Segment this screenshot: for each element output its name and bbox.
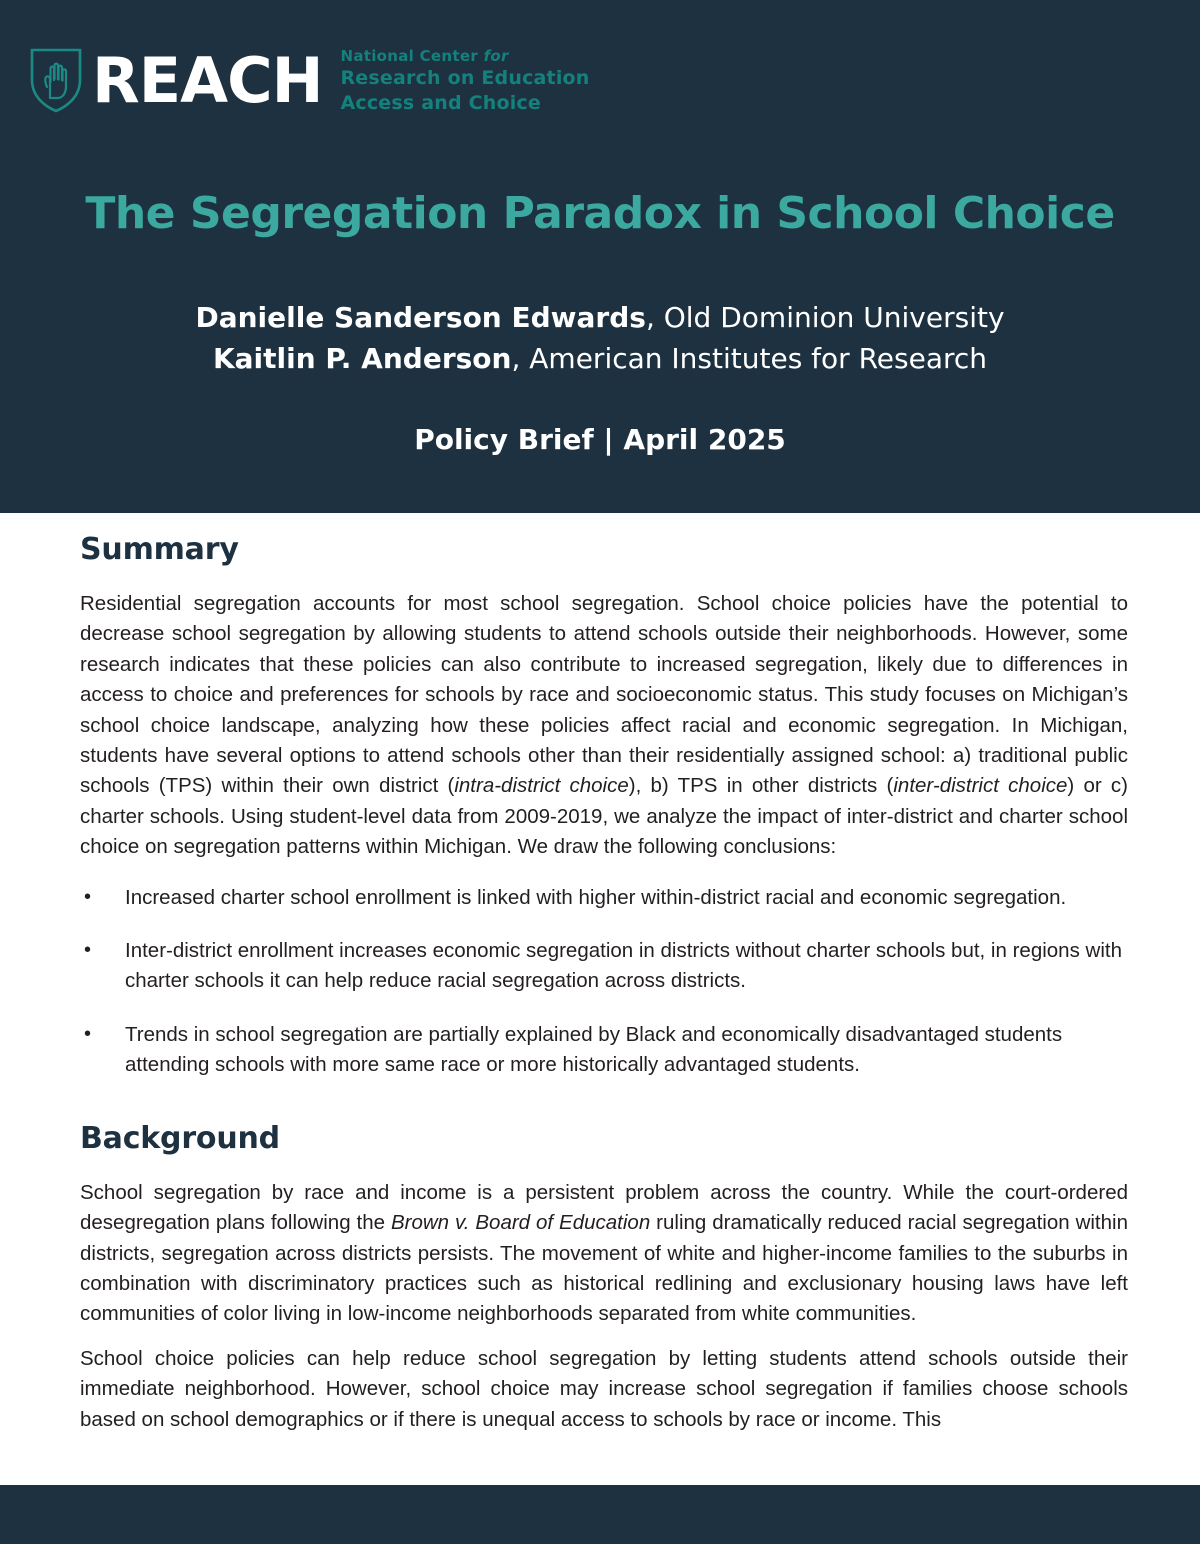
reach-logo-subtitle <box>340 47 589 115</box>
document-header <box>0 0 1200 513</box>
page-title: The Segregation Paradox in School Choice <box>85 188 1115 239</box>
reach-logo <box>28 45 590 115</box>
list-item: • Inter-district enrollment increases economic segregation in districts without charter schools but, in regions with charter schools it can help reduce racial segregation across districts. <box>80 936 1128 997</box>
text-run: ), b) TPS in other districts ( <box>628 774 894 798</box>
policy-brief-date: Policy Brief | April 2025 <box>414 423 786 456</box>
background-paragraph-2 <box>80 1344 1128 1435</box>
summary-conclusions-list <box>80 883 1128 1081</box>
text-run: School segregation by race and income is a persistent problem across the country. While the court-ordered desegregation plans following the <box>80 1180 1128 1235</box>
logo-subtitle-line-3: Access and Choice <box>340 91 541 114</box>
text-run: Residential segregation accounts for most school segregation. School choice policies have the potential to decrease school segregation by allowing students to attend schools outside their neighborhoods. However, some research indicates that these policies can also contribute to increased segregation, likely due to differences in access to choice and preferences for schools by race and socioeconomic status. This study focuses on Michigan’s school choice landscape, analyzing how these policies affect racial and economic segregation. In Michigan, students have several options to attend schools other than their residentially assigned school: a) traditional public schools (TPS) within their own district ( <box>80 592 1128 798</box>
summary-paragraph <box>80 589 1128 863</box>
list-item: • Increased charter school enrollment is linked with higher within-district racial and economic segregation. <box>80 883 1128 913</box>
list-item: • Trends in school segregation are partially explained by Black and economically disadvantaged students attending schools with more same race or more historically advantaged students. <box>80 1020 1128 1081</box>
text-run: School choice policies can help reduce school segregation by letting students attend schools outside their immediate neighborhood. However, school choice may increase school segregation if families choose schools based on school demographics or if there is unequal access to schools by race or income. This <box>80 1346 1128 1431</box>
author-list <box>0 298 1200 379</box>
text-run: ruling dramatically reduced racial segregation within districts, segregation across districts persists. The movement of white and higher-income families to the suburbs in combination with discriminatory practices such as historical redlining and exclusionary housing laws have left communities of color living in low-income neighborhoods separated from white communities. <box>80 1211 1128 1326</box>
background-paragraph-1 <box>80 1178 1128 1330</box>
author-name: Kaitlin P. Anderson <box>212 341 512 375</box>
text-run: ) or c) charter schools. Using student-level data from 2009-2019, we analyze the impact of inter-district and charter school choice on segregation patterns within Michigan. We draw the following conclusions: <box>80 774 1128 859</box>
emphasis-text: Brown v. Board of Education <box>390 1211 651 1235</box>
shield-hand-icon <box>28 46 84 114</box>
logo-subtitle-line-1: National Center for <box>340 47 509 65</box>
footer-bar <box>0 1485 1200 1544</box>
author-line <box>0 339 1200 380</box>
author-affiliation: , Old Dominion University <box>645 301 1005 334</box>
author-name: Danielle Sanderson Edwards <box>195 301 646 334</box>
emphasis-text: inter-district choice <box>893 774 1068 798</box>
section-heading-background: Background <box>80 1120 280 1156</box>
emphasis-text: intra-district choice <box>454 774 629 798</box>
document-body <box>80 532 1128 1435</box>
author-line <box>0 298 1200 339</box>
logo-subtitle-line-2: Research on Education <box>340 67 590 90</box>
reach-wordmark: REACH <box>92 43 323 117</box>
author-affiliation: , American Institutes for Research <box>511 341 988 375</box>
section-heading-summary: Summary <box>80 532 239 567</box>
